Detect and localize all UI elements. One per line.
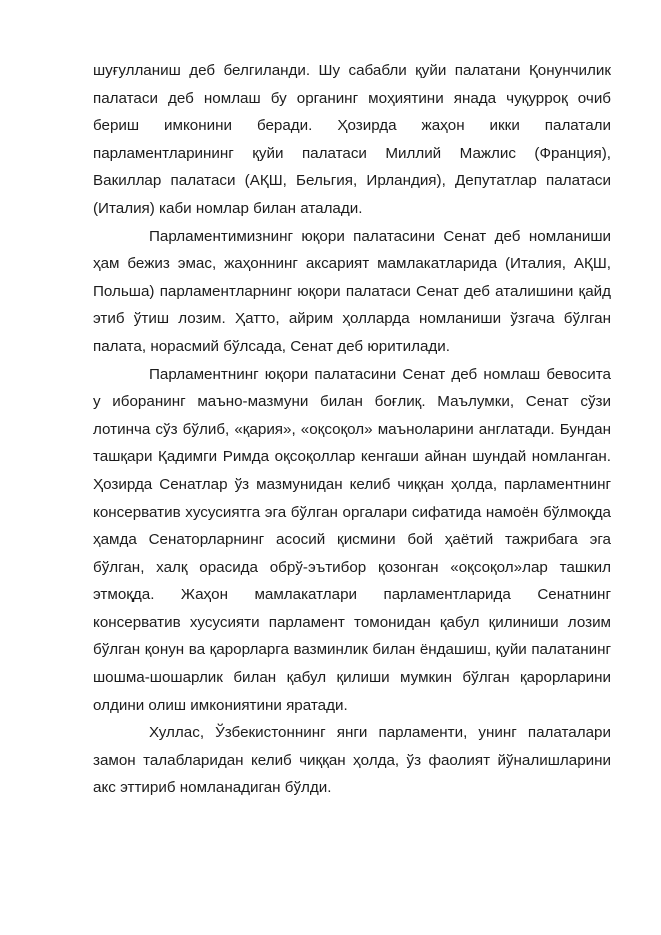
paragraph-3: Парламентнинг юқори палатасини Сенат деб номлаш бевосита у иборанинг маъно-мазмуни билан боғлиқ. Маълумки, Сенат сўзи лотинча сўз бўлиб, «қария», «оқсоқол» маъноларини англатади. Бундан ташқари Қадимги Римда оқсоқоллар кенгаши айнан шундай номланган. Ҳозирда Сенатлар ўз мазмунидан келиб чиққан ҳолда, парламентнинг консерватив хусусиятга эга бўлган оргалари сифатида намоён бўлмоқда ҳамда Сенаторларнинг асосий қисмини бой ҳаётий тажрибага эга бўлган, халқ орасида обрў-эътибор қозонган «оқсоқол»лар ташкил этмоқда. Жаҳон мамлакатлари парламентларида Сенатнинг консерватив хусусияти парламент томонидан қабул қилиниши лозим бўлган қонун ва қарорларга вазминлик билан ёндашиш, қуйи палатанинг шошма-шошарлик билан қабул қилиши мумкин бўлган қарорларини олдини олиш имкониятини яратади. xyxy=(93,365,611,714)
paragraph-2: Парламентимизнинг юқори палатасини Сенат деб номланиши ҳам бежиз эмас, жаҳоннинг аксарият мамлакатларида (Италия, АҚШ, Польша) парламентларнинг юқори палатаси Сенат деб аталишини қайд этиб ўтиш лозим. Ҳатто, айрим ҳолларда номланиши ўзгача бўлган палата, норасмий бўлсада, Сенат деб юритилади. xyxy=(93,227,611,355)
paragraph-4: Хуллас, Ўзбекистоннинг янги парламенти, унинг палаталари замон талабларидан келиб чиққан ҳолда, ўз фаолият йўналишларини акс эттириб номланадиган бўлди. xyxy=(93,724,611,797)
paragraph-1: шуғулланиш деб белгиланди. Шу сабабли қуйи палатани Қонунчилик палатаси деб номлаш бу органинг моҳиятини янада чуқурроқ очиб бериш имконини беради. Ҳозирда жаҳон икки палатали парламентларининг қуйи палатаси Миллий Мажлис (Франция), Вакиллар палатаси (АҚШ, Бельгия, Ирландия), Депутатлар палатаси (Италия) каби номлар билан аталади. xyxy=(93,62,611,217)
document-page xyxy=(93,57,611,802)
